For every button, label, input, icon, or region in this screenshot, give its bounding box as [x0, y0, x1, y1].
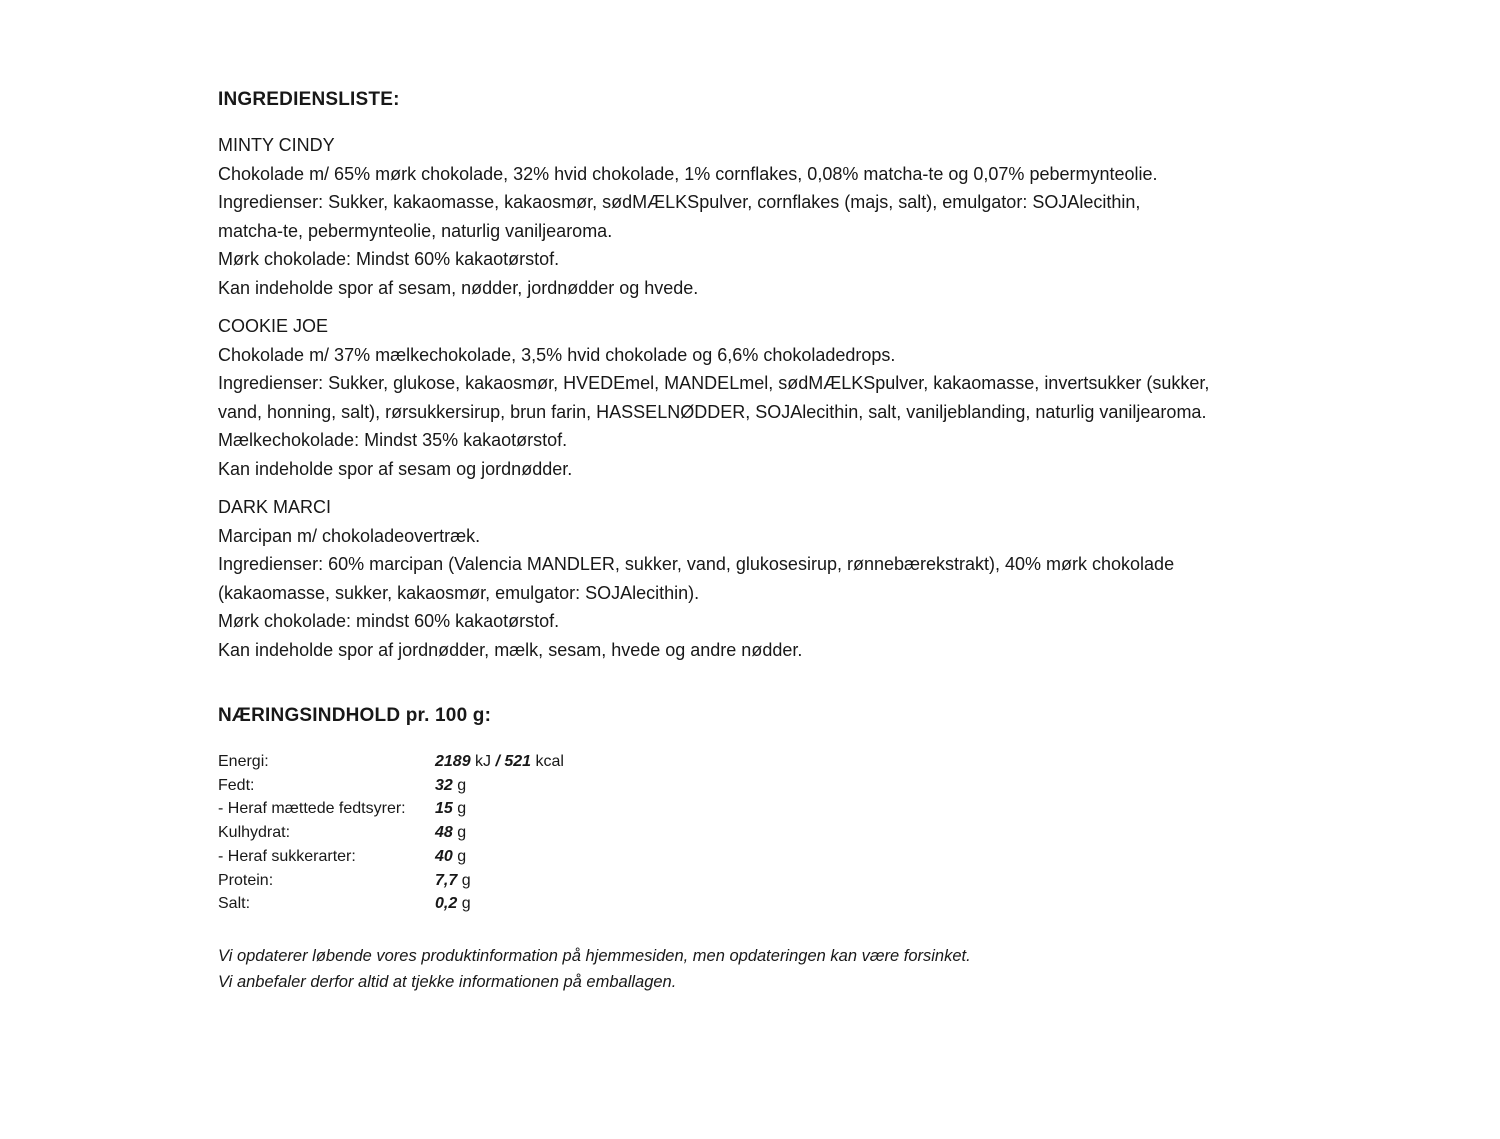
- product-line: Mælkechokolade: Mindst 35% kakaotørstof.: [218, 430, 568, 450]
- nutrition-unit: g: [457, 871, 471, 889]
- nutrition-row-carbohydrate: [218, 821, 1458, 845]
- disclaimer-line: Vi opdaterer løbende vores produktinformation på hjemmesiden, men opdateringen kan være forsinket.: [218, 946, 971, 965]
- nutrition-label: - Heraf mættede fedtsyrer:: [218, 800, 406, 818]
- product-line: Chokolade m/ 37% mælkechokolade, 3,5% hvid chokolade og 6,6% chokoladedrops.: [218, 344, 896, 365]
- product-name: COOKIE JOE: [218, 316, 329, 336]
- nutrition-value: 15: [435, 800, 453, 818]
- nutrition-value: 7,7: [435, 871, 458, 889]
- nutrition-label: Fedt:: [218, 776, 255, 794]
- nutrition-value: 521: [504, 753, 532, 770]
- page-title: INGREDIENSLISTE:: [218, 89, 400, 110]
- product-line: Kan indeholde spor af sesam, nødder, jordnødder og hvede.: [218, 277, 699, 298]
- product-name: MINTY CINDY: [218, 135, 335, 155]
- nutrition-unit: kcal: [531, 753, 564, 770]
- product-section-dark-marci: [218, 493, 1458, 664]
- nutrition-label: - Heraf sukkerarter:: [218, 847, 356, 865]
- nutrition-row-energy: [218, 750, 1458, 774]
- nutrition-unit: g: [452, 847, 467, 865]
- product-line: Ingredienser: Sukker, kakaomasse, kakaosmør, sødMÆLKSpulver, cornflakes (majs, salt), emulgator: SOJAlecithin,: [218, 192, 1141, 212]
- product-line: Chokolade m/ 65% mørk chokolade, 32% hvid chokolade, 1% cornflakes, 0,08% matcha-te og 0,07% pebermynteolie.: [218, 163, 1158, 184]
- nutrition-unit: g: [452, 824, 467, 842]
- product-line: Ingredienser: 60% marcipan (Valencia MANDLER, sukker, vand, glukosesirup, rønnebærekstrakt), 40% mørk chokolade: [218, 554, 1175, 574]
- nutrition-row-salt: [218, 892, 1458, 916]
- disclaimer: [218, 943, 1458, 995]
- nutrition-row-protein: [218, 869, 1458, 893]
- nutrition-unit: g: [452, 776, 467, 794]
- product-line: Kan indeholde spor af jordnødder, mælk, sesam, hvede og andre nødder.: [218, 639, 803, 660]
- nutrition-value: 0,2: [435, 895, 458, 913]
- document-page: [218, 86, 1458, 995]
- product-line: (kakaomasse, sukker, kakaosmør, emulgator: SOJAlecithin).: [218, 582, 700, 603]
- nutrition-unit: kJ: [470, 753, 496, 770]
- product-line: Mørk chokolade: mindst 60% kakaotørstof.: [218, 611, 560, 631]
- nutrition-label: Protein:: [218, 871, 274, 889]
- product-line: vand, honning, salt), rørsukkersirup, brun farin, HASSELNØDDER, SOJAlecithin, salt, vaniljeblanding, naturlig vaniljearoma.: [218, 401, 1207, 422]
- product-section-cookie-joe: [218, 312, 1458, 483]
- nutrition-table: [218, 750, 1458, 916]
- product-name: DARK MARCI: [218, 497, 332, 517]
- nutrition-label: Energi:: [218, 753, 269, 770]
- nutrition-heading: NÆRINGSINDHOLD pr. 100 g:: [218, 705, 492, 726]
- disclaimer-line: Vi anbefaler derfor altid at tjekke informationen på emballagen.: [218, 972, 677, 991]
- nutrition-value: 2189: [435, 753, 471, 770]
- product-line: Ingredienser: Sukker, glukose, kakaosmør, HVEDEmel, MANDELmel, sødMÆLKSpulver, kakaomasse, invertsukker (sukker,: [218, 373, 1210, 393]
- nutrition-row-sugars: [218, 845, 1458, 869]
- nutrition-row-saturated-fat: [218, 797, 1458, 821]
- nutrition-label: Kulhydrat:: [218, 824, 291, 842]
- product-line: Mørk chokolade: Mindst 60% kakaotørstof.: [218, 249, 560, 269]
- product-line: Marcipan m/ chokoladeovertræk.: [218, 525, 481, 546]
- product-section-minty-cindy: [218, 131, 1458, 302]
- nutrition-value: 32: [435, 776, 453, 794]
- nutrition-unit: g: [452, 800, 467, 818]
- nutrition-label: Salt:: [218, 895, 251, 913]
- nutrition-separator: /: [495, 753, 505, 770]
- nutrition-value: 48: [435, 824, 453, 842]
- nutrition-unit: g: [457, 895, 471, 913]
- product-line: matcha-te, pebermynteolie, naturlig vaniljearoma.: [218, 220, 613, 241]
- nutrition-row-fat: [218, 774, 1458, 798]
- nutrition-value: 40: [435, 847, 453, 865]
- product-line: Kan indeholde spor af sesam og jordnødder.: [218, 458, 573, 479]
